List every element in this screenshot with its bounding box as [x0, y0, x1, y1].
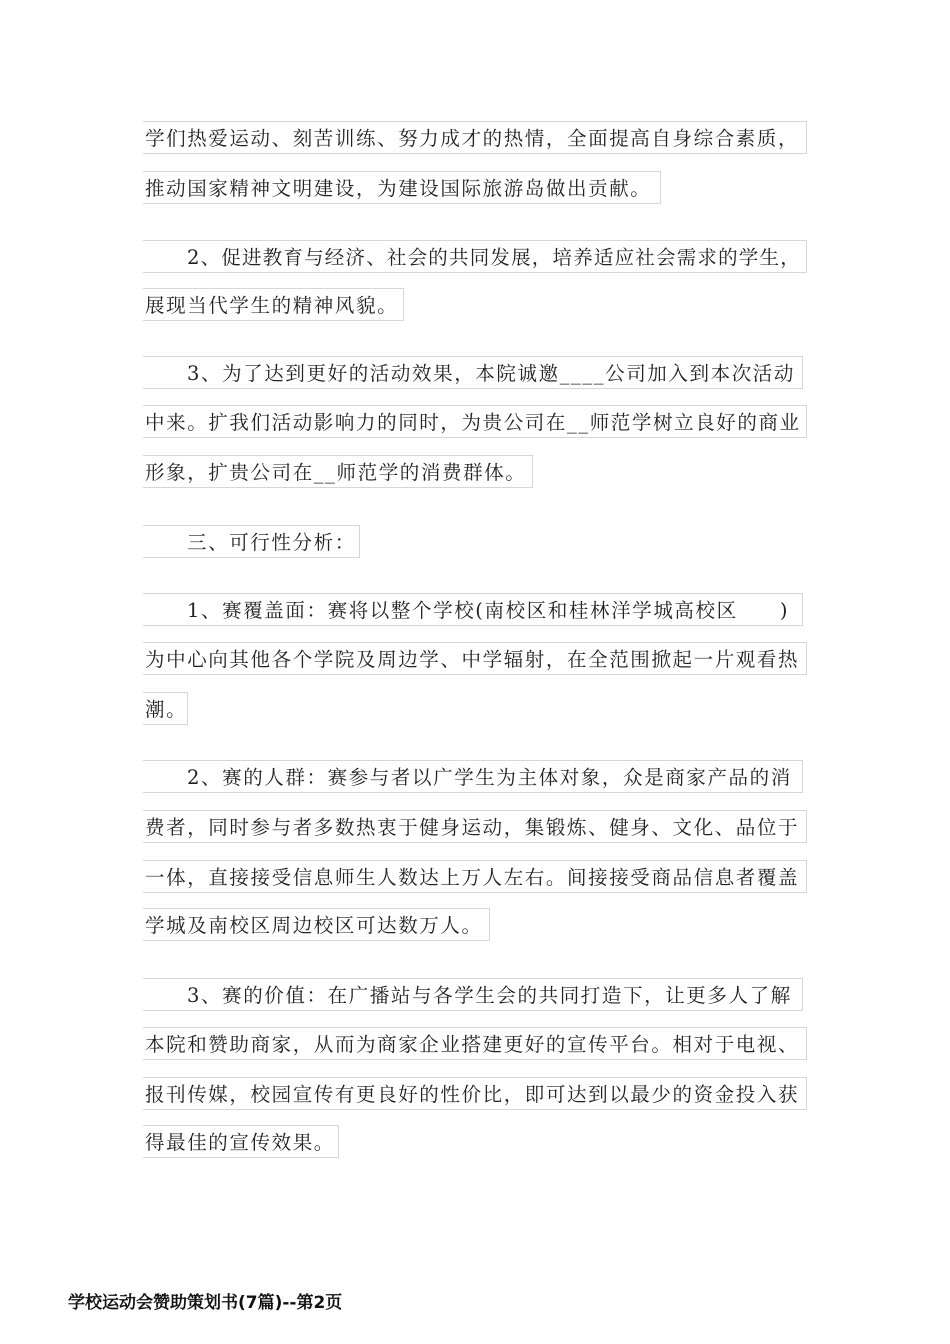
text-line: 推动国家精神文明建设，为建设国际旅游岛做出贡献。 [143, 171, 661, 204]
text-line: 2、赛的人群：赛参与者以广学生为主体对象，众是商家产品的消 [143, 760, 803, 793]
text-line: 形象，扩贵公司在__师范学的消费群体。 [143, 455, 533, 488]
text-line: 一体，直接接受信息师生人数达上万人左右。间接接受商品信息者覆盖 [143, 860, 807, 893]
text-line: 得最佳的宣传效果。 [143, 1125, 339, 1158]
text-line: 潮。 [143, 692, 188, 725]
text-line: 报刊传媒，校园宣传有更良好的性价比，即可达到以最少的资金投入获 [143, 1077, 807, 1110]
text-line: 2、促进教育与经济、社会的共同发展，培养适应社会需求的学生， [143, 240, 807, 273]
text-line: 学们热爱运动、刻苦训练、努力成才的热情，全面提高自身综合素质， [143, 121, 807, 154]
text-line: 展现当代学生的精神风貌。 [143, 288, 404, 321]
text-line: 3、为了达到更好的活动效果，本院诚邀____公司加入到本次活动 [143, 356, 803, 389]
text-line: 学城及南校区周边校区可达数万人。 [143, 908, 490, 941]
text-line: 本院和赞助商家，从而为商家企业搭建更好的宣传平台。相对于电视、 [143, 1027, 807, 1060]
page-footer: 学校运动会赞助策划书(7篇)--第2页 [68, 1293, 343, 1313]
text-line: 中来。扩我们活动影响力的同时，为贵公司在__师范学树立良好的商业 [143, 405, 807, 438]
section-heading: 三、可行性分析： [143, 525, 360, 558]
text-line: 费者，同时参与者多数热衷于健身运动，集锻炼、健身、文化、品位于 [143, 810, 807, 843]
text-line: 3、赛的价值：在广播站与各学生会的共同打造下，让更多人了解 [143, 978, 803, 1011]
text-line: 为中心向其他各个学院及周边学、中学辐射，在全范围掀起一片观看热 [143, 642, 807, 675]
text-line: 1、赛覆盖面：赛将以整个学校(南校区和桂林洋学城高校区 ) [143, 593, 803, 626]
